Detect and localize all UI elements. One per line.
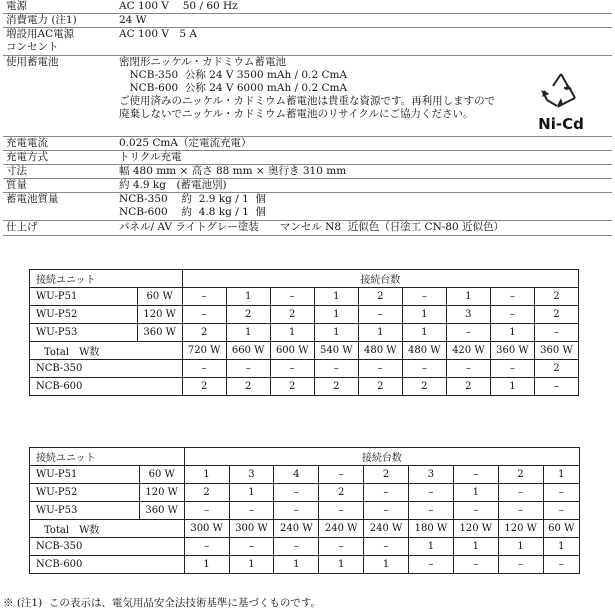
spec-value-line: 約 4.9 kg (蓄電池別) xyxy=(119,179,227,191)
total-cell: 240 W xyxy=(319,520,364,538)
count-cell: – xyxy=(446,360,490,378)
spec-value xyxy=(116,28,612,55)
battery-name: NCB-350 xyxy=(30,538,185,556)
count-cell: 2 xyxy=(534,306,578,324)
spec-value xyxy=(116,151,612,164)
count-cell: – xyxy=(490,306,534,324)
unit-watt: 120 W xyxy=(137,306,182,324)
battery-row xyxy=(30,556,580,574)
spec-value-line: AC 100 V 5 A xyxy=(119,28,198,40)
total-cell: 360 W xyxy=(490,342,534,360)
count-cell: 3 xyxy=(229,466,274,484)
spec-row xyxy=(3,0,612,14)
unit-row xyxy=(30,288,579,306)
recycle-icon xyxy=(539,70,583,110)
count-cell: – xyxy=(446,324,490,342)
count-cell: 2 xyxy=(184,484,229,502)
spec-row xyxy=(3,165,612,179)
total-cell: 240 W xyxy=(274,520,319,538)
count-cell: 1 xyxy=(402,324,446,342)
count-cell: 1 xyxy=(274,556,319,574)
battery-name: NCB-600 xyxy=(30,378,183,396)
count-cell: – xyxy=(274,484,319,502)
spec-value-line: NCB-350 公称 24 V 3500 mAh / 0.2 CmA xyxy=(119,69,348,81)
count-cell: 1 xyxy=(314,288,358,306)
count-cell: – xyxy=(319,538,364,556)
count-cell: – xyxy=(270,288,314,306)
count-cell: 4 xyxy=(274,466,319,484)
spec-row xyxy=(3,179,612,193)
count-cell: 2 xyxy=(270,378,314,396)
unit-watt: 60 W xyxy=(137,288,182,306)
count-cell: 1 xyxy=(453,538,498,556)
spec-label: 消費電力 (注1) xyxy=(6,14,77,26)
spec-row xyxy=(3,14,612,28)
total-cell: 60 W xyxy=(543,520,579,538)
count-cell: 3 xyxy=(408,466,453,484)
count-cell: – xyxy=(453,466,498,484)
footnote: ※ (注1) この表示は、電気用品安全法技術基準に基づくものです。 xyxy=(3,597,322,609)
count-cell: – xyxy=(543,502,579,520)
unit-name: WU-P53 xyxy=(30,502,140,520)
count-cell: – xyxy=(364,502,409,520)
table-header-row xyxy=(30,270,579,288)
count-cell: – xyxy=(182,306,226,324)
count-cell: 1 xyxy=(446,288,490,306)
count-cell: 1 xyxy=(319,556,364,574)
spec-row xyxy=(3,28,612,56)
count-cell: 3 xyxy=(446,306,490,324)
unit-header: 接続ユニット xyxy=(30,448,185,466)
spec-value xyxy=(116,137,612,150)
count-cell: 2 xyxy=(270,306,314,324)
count-cell: – xyxy=(184,502,229,520)
spec-label: 増設用AC電源 コンセント xyxy=(6,28,75,53)
count-cell: 1 xyxy=(184,466,229,484)
unit-name: WU-P51 xyxy=(30,288,138,306)
spec-label: 蓄電池質量 xyxy=(6,193,59,205)
spec-value-line: NCB-600 約 4.8 kg / 1 個 xyxy=(119,206,266,218)
count-cell: – xyxy=(270,360,314,378)
count-cell: 1 xyxy=(226,324,270,342)
spec-row xyxy=(3,193,612,221)
count-cell: 1 xyxy=(453,484,498,502)
spec-value-line: AC 100 V 50 / 60 Hz xyxy=(119,0,238,12)
battery-row xyxy=(30,378,579,396)
total-cell: 180 W xyxy=(408,520,453,538)
count-cell: 2 xyxy=(534,288,578,306)
count-cell: – xyxy=(534,324,578,342)
count-cell: 1 xyxy=(402,306,446,324)
total-cell: 240 W xyxy=(364,520,409,538)
unit-row xyxy=(30,306,579,324)
count-cell: – xyxy=(319,466,364,484)
count-cell: – xyxy=(408,556,453,574)
count-cell: – xyxy=(498,556,543,574)
total-cell: 420 W xyxy=(446,342,490,360)
battery-row xyxy=(30,360,579,378)
table-header-row xyxy=(30,448,580,466)
count-cell: 1 xyxy=(314,306,358,324)
count-cell: 2 xyxy=(498,466,543,484)
unit-name: WU-P53 xyxy=(30,324,138,342)
count-cell: – xyxy=(182,288,226,306)
count-cell: 1 xyxy=(229,556,274,574)
recycle-mark xyxy=(525,70,597,133)
unit-name: WU-P51 xyxy=(30,466,140,484)
count-cell: 2 xyxy=(319,484,364,502)
count-cell: 1 xyxy=(226,288,270,306)
unit-name: WU-P52 xyxy=(30,484,140,502)
spec-value xyxy=(116,14,612,27)
count-cell: – xyxy=(408,502,453,520)
battery-name: NCB-350 xyxy=(30,360,183,378)
spec-label: 仕上げ xyxy=(6,221,38,233)
spec-value xyxy=(116,165,612,178)
count-cell: 2 xyxy=(402,378,446,396)
unit-row xyxy=(30,324,579,342)
count-cell: – xyxy=(408,484,453,502)
count-cell: 1 xyxy=(498,538,543,556)
total-cell: 660 W xyxy=(226,342,270,360)
count-cell: 2 xyxy=(182,324,226,342)
count-cell: – xyxy=(498,484,543,502)
spec-label: 質量 xyxy=(6,179,27,191)
total-cell: 360 W xyxy=(534,342,578,360)
battery-row xyxy=(30,538,580,556)
count-cell: 1 xyxy=(314,324,358,342)
total-cell: 300 W xyxy=(184,520,229,538)
count-cell: – xyxy=(490,288,534,306)
spec-value-line: 0.025 CmA（定電流充電） xyxy=(119,137,252,149)
unit-header: 接続ユニット xyxy=(30,270,183,288)
unit-row xyxy=(30,466,580,484)
unit-name: WU-P52 xyxy=(30,306,138,324)
total-label: Total W数 xyxy=(30,520,185,538)
spec-row xyxy=(3,221,612,236)
count-cell: – xyxy=(543,556,579,574)
total-cell: 540 W xyxy=(314,342,358,360)
count-cell: – xyxy=(229,502,274,520)
unit-watt: 60 W xyxy=(139,466,184,484)
count-cell: 1 xyxy=(408,538,453,556)
count-cell: 1 xyxy=(490,324,534,342)
count-cell: 1 xyxy=(270,324,314,342)
spec-table xyxy=(3,0,612,236)
count-header: 接続台数 xyxy=(182,270,578,288)
count-cell: – xyxy=(274,502,319,520)
spec-label: 電源 xyxy=(6,0,27,12)
total-row xyxy=(30,342,579,360)
count-cell: 2 xyxy=(364,466,409,484)
connection-table-1 xyxy=(29,269,579,396)
spec-value-line: 密閉形ニッケル・カドミウム蓄電池 xyxy=(119,56,286,68)
unit-watt: 360 W xyxy=(137,324,182,342)
count-cell: 2 xyxy=(446,378,490,396)
count-cell: 1 xyxy=(358,324,402,342)
count-cell: 1 xyxy=(490,378,534,396)
spec-label: 充電電流 xyxy=(6,137,48,149)
unit-watt: 360 W xyxy=(139,502,184,520)
count-cell: 2 xyxy=(358,288,402,306)
spec-value-line: 幅 480 mm × 高さ 88 mm × 奥行き 310 mm xyxy=(119,165,347,177)
count-cell: 2 xyxy=(314,378,358,396)
count-cell: 2 xyxy=(182,378,226,396)
count-cell: 1 xyxy=(364,556,409,574)
recycle-label: Ni-Cd xyxy=(538,115,584,133)
spec-value xyxy=(116,179,612,192)
count-cell: – xyxy=(314,360,358,378)
total-cell: 720 W xyxy=(182,342,226,360)
spec-value xyxy=(116,221,612,235)
count-cell: 2 xyxy=(534,360,578,378)
unit-watt: 120 W xyxy=(139,484,184,502)
spec-value-line: 24 W xyxy=(119,14,147,26)
count-cell: 1 xyxy=(229,484,274,502)
spec-label: 使用蓄電池 xyxy=(6,56,59,68)
spec-row xyxy=(3,151,612,165)
total-cell: 120 W xyxy=(453,520,498,538)
total-cell: 480 W xyxy=(358,342,402,360)
count-cell: 1 xyxy=(543,538,579,556)
unit-row xyxy=(30,502,580,520)
count-cell: – xyxy=(226,360,270,378)
spec-row xyxy=(3,137,612,151)
count-cell: – xyxy=(182,360,226,378)
spec-label: 充電方式 xyxy=(6,151,48,163)
count-cell: 1 xyxy=(543,466,579,484)
count-cell: – xyxy=(402,360,446,378)
spec-value xyxy=(116,0,612,13)
count-cell: – xyxy=(534,378,578,396)
spec-label: 寸法 xyxy=(6,165,27,177)
total-cell: 600 W xyxy=(270,342,314,360)
spec-value-line: NCB-350 約 2.9 kg / 1 個 xyxy=(119,193,266,205)
count-cell: – xyxy=(274,538,319,556)
count-cell: – xyxy=(453,556,498,574)
count-cell: – xyxy=(229,538,274,556)
count-cell: – xyxy=(358,360,402,378)
count-cell: – xyxy=(543,484,579,502)
count-cell: – xyxy=(498,502,543,520)
spec-row xyxy=(3,56,612,137)
connection-table-2 xyxy=(29,447,580,574)
spec-value-line: NCB-600 公称 24 V 6000 mAh / 0.2 CmA xyxy=(119,82,348,94)
count-cell: – xyxy=(319,502,364,520)
count-cell: – xyxy=(490,360,534,378)
count-cell: – xyxy=(453,502,498,520)
spec-value-line: トリクル充電 xyxy=(119,151,182,163)
total-cell: 120 W xyxy=(498,520,543,538)
unit-row xyxy=(30,484,580,502)
count-cell: – xyxy=(364,484,409,502)
count-cell: – xyxy=(358,306,402,324)
spec-value-line: 廃棄しないでニッケル・カドミウム蓄電池のリサイクルにご協力ください。 xyxy=(119,108,474,120)
count-cell: 2 xyxy=(226,378,270,396)
spec-value xyxy=(116,193,612,220)
spec-value-line: パネル/ AV ライトグレー塗装 マンセル N8 近似色（日塗工 CN-80 近似色） xyxy=(119,221,505,233)
total-label: Total W数 xyxy=(30,342,183,360)
count-cell: – xyxy=(402,288,446,306)
spec-value-line: ご使用済みのニッケル・カドミウム蓄電池は貴重な資源です。再利用しますので xyxy=(119,95,496,107)
count-cell: – xyxy=(184,538,229,556)
count-cell: – xyxy=(364,538,409,556)
total-cell: 480 W xyxy=(402,342,446,360)
total-row xyxy=(30,520,580,538)
count-cell: 2 xyxy=(226,306,270,324)
count-cell: 2 xyxy=(358,378,402,396)
total-cell: 300 W xyxy=(229,520,274,538)
count-header: 接続台数 xyxy=(184,448,579,466)
battery-name: NCB-600 xyxy=(30,556,185,574)
count-cell: 1 xyxy=(184,556,229,574)
